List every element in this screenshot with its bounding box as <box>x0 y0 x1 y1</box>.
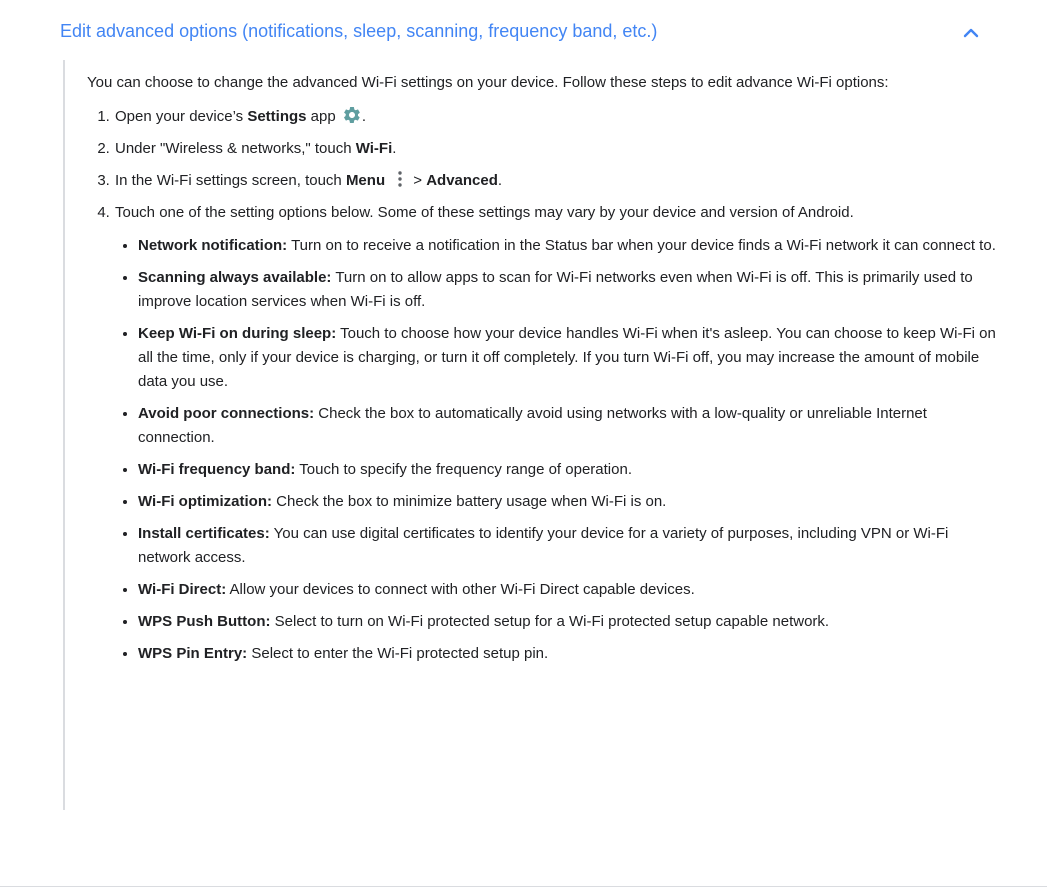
option-name: Avoid poor connections: <box>138 405 315 422</box>
more-vert-icon <box>393 169 407 189</box>
panel-content <box>87 71 997 674</box>
option-desc: Turn on to allow apps to scan for Wi-Fi networks even when Wi-Fi is off. This is primarily used to improve location services when Wi-Fi is off. <box>138 269 973 310</box>
step-item <box>114 105 997 129</box>
option-desc: Allow your devices to connect with other Wi-Fi Direct capable devices. <box>226 581 695 598</box>
option-name: Wi-Fi Direct: <box>138 581 227 598</box>
step-text: app <box>306 108 336 125</box>
bottom-divider <box>0 886 1047 887</box>
option-item <box>138 610 997 634</box>
option-name: WPS Pin Entry: <box>138 645 248 662</box>
option-name: Wi-Fi optimization: <box>138 493 273 510</box>
option-desc: Check the box to automatically avoid using networks with a low-quality or unreliable Internet connection. <box>138 405 927 446</box>
option-item <box>138 402 997 450</box>
option-desc: Touch to specify the frequency range of operation. <box>295 461 632 478</box>
intro-paragraph: You can choose to change the advanced Wi-Fi settings on your device. Follow these steps to edit advance Wi-Fi options: <box>87 74 889 91</box>
step-item <box>114 169 997 193</box>
step-text: Under "Wireless & networks," touch <box>115 140 356 157</box>
step-bold: Menu <box>345 172 386 189</box>
step-text: . <box>361 108 367 125</box>
step-bold: Advanced <box>426 172 498 189</box>
option-desc: Check the box to minimize battery usage when Wi-Fi is on. <box>272 493 667 510</box>
accordion-header[interactable] <box>60 18 990 52</box>
option-desc: Turn on to receive a notification in the Status bar when your device finds a Wi-Fi network it can connect to. <box>287 237 996 254</box>
option-item <box>138 642 997 666</box>
option-desc: You can use digital certificates to identify your device for a variety of purposes, including VPN or Wi-Fi network access. <box>138 525 949 566</box>
option-desc: Select to turn on Wi-Fi protected setup for a Wi-Fi protected setup capable network. <box>270 613 830 630</box>
option-name: Keep Wi-Fi on during sleep: <box>138 325 337 342</box>
step-text: . <box>497 172 503 189</box>
option-item <box>138 490 997 514</box>
option-name: WPS Push Button: <box>138 613 271 630</box>
option-desc: Select to enter the Wi-Fi protected setup pin. <box>247 645 549 662</box>
steps-list <box>87 105 997 666</box>
option-item <box>138 322 997 394</box>
option-item <box>138 458 997 482</box>
step-item <box>114 137 997 161</box>
option-name: Wi-Fi frequency band: <box>138 461 296 478</box>
option-item <box>138 522 997 570</box>
accordion-panel <box>63 60 1005 810</box>
settings-gear-icon <box>342 105 362 125</box>
step-text: > <box>413 172 427 189</box>
option-item <box>138 266 997 314</box>
options-list <box>115 234 997 666</box>
option-name: Network notification: <box>138 237 288 254</box>
step-item <box>114 201 997 666</box>
step-bold: Wi-Fi <box>355 140 393 157</box>
option-item <box>138 234 997 258</box>
step-text: . <box>392 140 397 157</box>
accordion-title[interactable]: Edit advanced options (notifications, sleep, scanning, frequency band, etc.) <box>60 21 658 41</box>
option-item <box>138 578 997 602</box>
step-text: Open your device’s <box>115 108 248 125</box>
step-text: Touch one of the setting options below. Some of these settings may vary by your device and version of Android. <box>115 204 854 221</box>
option-desc: Touch to choose how your device handles Wi-Fi when it's asleep. You can choose to keep Wi-Fi on all the time, only if your device is charging, or turn it off completely. If you turn Wi-Fi off, you may increase the amount of mobile data you use. <box>138 325 996 390</box>
step-text: In the Wi-Fi settings screen, touch <box>115 172 346 189</box>
option-name: Scanning always available: <box>138 269 332 286</box>
step-bold: Settings <box>247 108 307 125</box>
option-name: Install certificates: <box>138 525 270 542</box>
chevron-up-icon[interactable] <box>962 24 980 42</box>
